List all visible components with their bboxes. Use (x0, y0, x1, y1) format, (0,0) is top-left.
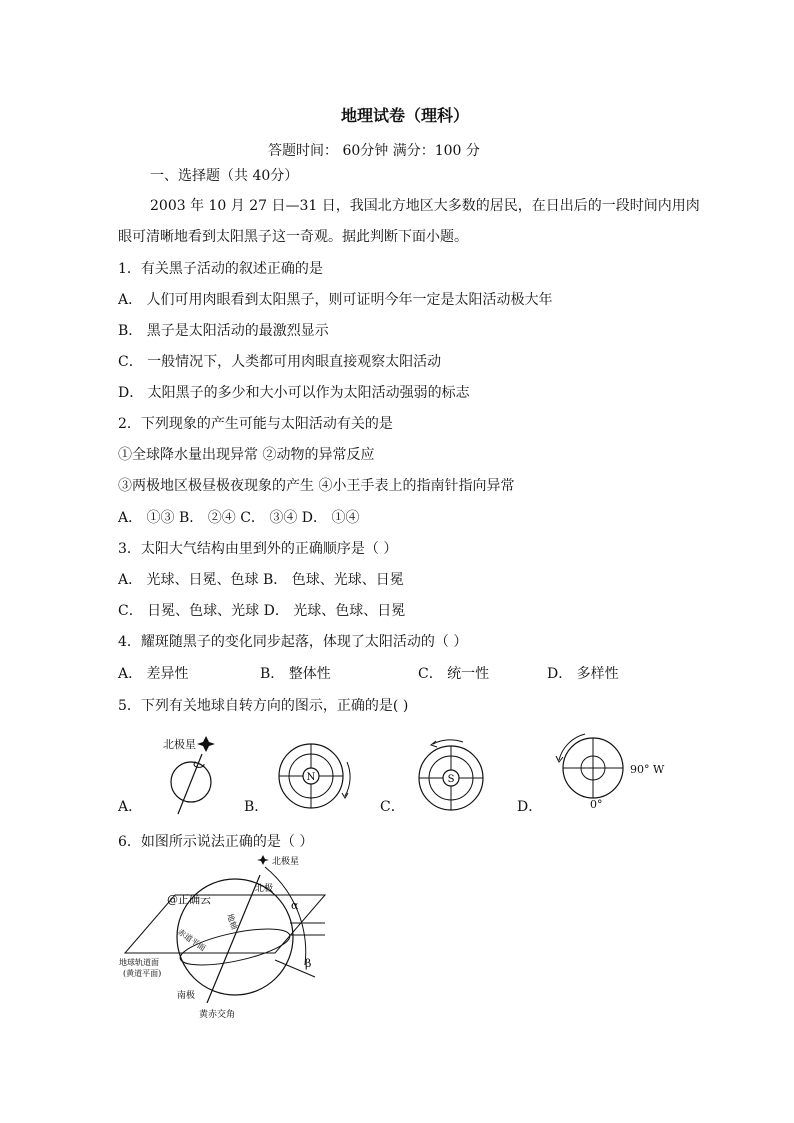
q6-orbit-plane-label-2: (黄道平面) (123, 969, 162, 978)
q5-label-a: A． (118, 799, 143, 815)
page-title: 地理试卷（理科） (341, 106, 470, 125)
q4-option-d: D． 多样性 (547, 666, 619, 682)
q3-options-line-1: A． 光球、日冕、色球 B． 色球、光球、日冕 (118, 572, 404, 588)
q5-a-polaris-label: 北极星 (163, 738, 196, 751)
q1-option-a: A． 人们可用肉眼看到太阳黑子，则可证明今年一定是太阳活动极大年 (118, 292, 553, 308)
q6-south-pole-label: 南极 (177, 991, 196, 1001)
q6-alpha-label: α (291, 899, 299, 912)
q5-b-center-letter: N (306, 772, 316, 783)
q6-beta-label: β (305, 957, 312, 970)
intro-line-2: 眼可清晰地看到太阳黑子这一奇观。据此判断下面小题。 (118, 229, 468, 245)
exam-info: 答题时间： 60分钟 满分：100 分 (268, 143, 480, 159)
q5-stem: 5．下列有关地球自转方向的图示，正确的是( ) (118, 698, 409, 714)
q2-options: A． ①③ B． ②④ C． ③④ D． ①④ (118, 510, 360, 526)
q6-stem: 6．如图所示说法正确的是（ ） (118, 834, 314, 850)
q1-option-c: C． 一般情况下，人类都可用肉眼直接观察太阳活动 (118, 354, 442, 370)
q6-watermark: @正确云 (167, 893, 211, 906)
q4-option-a: A． 差异性 (118, 666, 189, 682)
q6-figure-obliquity (115, 855, 345, 1025)
q6-axis-label: 地轴 (225, 912, 240, 931)
q5-d-longitude-bottom: 0° (590, 798, 603, 811)
q5-label-d: D． (517, 799, 543, 815)
q3-stem: 3．太阳大气结构由里到外的正确顺序是（ ） (118, 541, 398, 557)
q6-north-pole-label: 北极 (255, 884, 274, 894)
q5-c-center-letter: S (447, 774, 455, 785)
polaris-star-icon (257, 855, 269, 865)
q4-option-c: C． 统一性 (418, 666, 490, 682)
q3-options-line-2: C． 日冕、色球、光球 D． 光球、色球、日冕 (118, 603, 406, 619)
q1-option-d: D． 太阳黑子的多少和大小可以作为太阳活动强弱的标志 (118, 385, 470, 401)
section-heading: 一、选择题（共 40分） (150, 168, 299, 184)
q6-orbit-plane-label-1: 地球轨道面 (119, 958, 159, 967)
q5-d-longitude-right: 90° W (630, 763, 665, 776)
q4-stem: 4．耀斑随黑子的变化同步起落，体现了太阳活动的（ ） (118, 634, 468, 650)
q5-label-b: B． (244, 799, 269, 815)
q2-items-line-1: ①全球降水量出现异常 ②动物的异常反应 (118, 447, 375, 463)
q4-option-b: B． 整体性 (260, 666, 331, 682)
q1-option-b: B． 黑子是太阳活动的最激烈显示 (118, 323, 329, 339)
polaris-star-icon (197, 736, 215, 752)
q1-stem: 1．有关黑子活动的叙述正确的是 (118, 261, 323, 277)
q5-figure-c (413, 738, 493, 818)
q2-stem: 2．下列现象的产生可能与太阳活动有关的是 (118, 416, 393, 432)
intro-line-1: 2003 年 10 月 27 日—31 日，我国北方地区大多数的居民，在日出后的一段时间内用肉 (150, 198, 700, 214)
q5-label-c: C． (380, 799, 405, 815)
q6-equator-plane-label: 赤道平面 (175, 927, 208, 953)
q6-obliquity-label: 黄赤交角 (199, 1010, 236, 1020)
q5-figure-b (275, 738, 355, 818)
q6-polaris-label: 北极星 (272, 857, 300, 867)
q2-items-line-2: ③两极地区极昼极夜现象的产生 ④小王手表上的指南针指向异常 (118, 478, 515, 494)
